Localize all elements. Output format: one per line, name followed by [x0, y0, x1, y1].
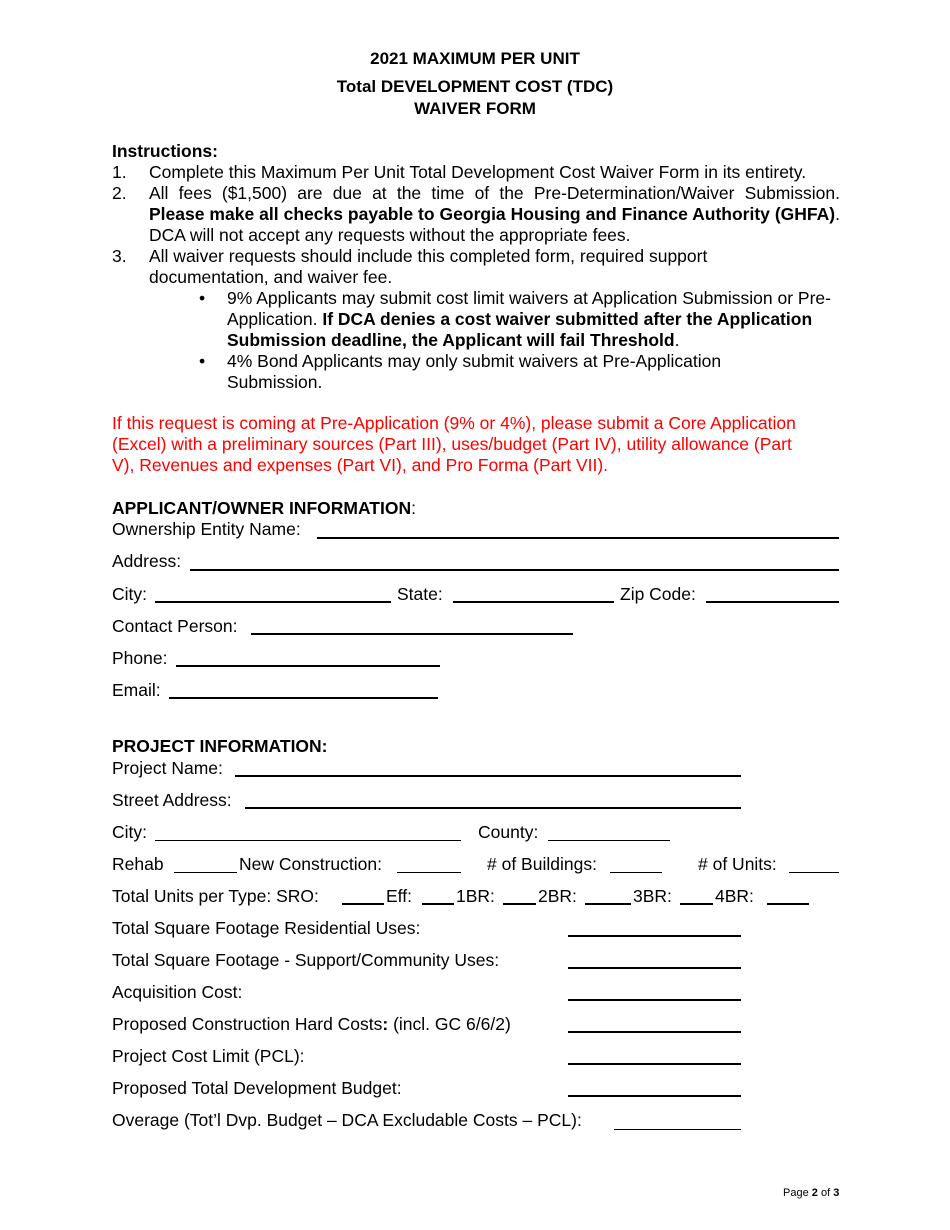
of-word: of — [820, 1187, 831, 1199]
page-current: 2 — [811, 1187, 818, 1199]
hard-costs-label-note: (incl. GC 6/6/2) — [388, 1014, 511, 1034]
development-budget-label: Proposed Total Development Budget: — [112, 1078, 402, 1098]
submission-bullets — [199, 288, 840, 393]
instruction-1 — [112, 162, 840, 183]
pre-application-notice: If this request is coming at Pre-Application (9% or 4%), please submit a Core Application (Excel) with a preliminary sources (Part III), uses/budget (Part IV), utility allowance (Part V), Revenues and expenses (Part VI), and Pro Forma (Part VII). — [112, 413, 796, 475]
instruction-1-number: 1. — [112, 162, 127, 182]
instruction-2-text: All fees ($1,500) are due at the time of the Pre-Determination/Waiver Submission. — [149, 183, 840, 203]
zip-code-field[interactable] — [706, 601, 839, 603]
project-name-label: Project Name: — [112, 758, 223, 778]
bullet-4-percent-text: 4% Bond Applicants may only submit waivers at Pre-Application Submission. — [227, 351, 722, 392]
street-address-label: Street Address: — [112, 790, 232, 810]
4br-units-field[interactable] — [767, 903, 809, 905]
ownership-entity-label: Ownership Entity Name: — [112, 519, 301, 539]
bullet-9-percent-period: . — [674, 330, 680, 350]
instruction-1-text: Complete this Maximum Per Unit Total Development Cost Waiver Form in its entirety. — [149, 162, 807, 182]
2br-units-label: 2BR: — [538, 886, 577, 906]
email-label: Email: — [112, 680, 161, 700]
new-construction-label: New Construction: — [239, 854, 382, 874]
eff-units-label: Eff: — [386, 886, 412, 906]
units-count-label: # of Units: — [698, 854, 777, 874]
hard-costs-label-text: Proposed Construction Hard Costs — [112, 1014, 383, 1034]
sqft-support-label: Total Square Footage - Support/Community Uses: — [112, 950, 500, 970]
instruction-2 — [112, 183, 840, 246]
email-field[interactable] — [169, 697, 438, 699]
2br-units-field[interactable] — [585, 903, 631, 905]
form-title-year: 2021 MAXIMUM PER UNIT — [370, 49, 580, 68]
bullet-9-percent — [199, 288, 840, 351]
1br-units-field[interactable] — [503, 903, 536, 905]
instruction-2-trailing-text: . DCA will not accept any requests without the appropriate fees. — [149, 204, 840, 245]
instruction-2-bold-text: Please make all checks payable to Georgia Housing and Finance Authority (GHFA) — [149, 204, 836, 224]
acquisition-cost-field[interactable] — [568, 999, 741, 1001]
1br-units-label: 1BR: — [456, 886, 495, 906]
new-construction-field[interactable] — [397, 872, 461, 873]
bullet-9-percent-text: 9% Applicants may submit cost limit waivers at Application Submission or Pre-Application. — [227, 288, 831, 329]
bullet-9-percent-bold-text: If DCA denies a cost waiver submitted after the Application Submission deadline, the Applicant will fail Threshold — [227, 309, 813, 350]
contact-person-field[interactable] — [251, 633, 573, 635]
contact-person-label: Contact Person: — [112, 616, 238, 636]
applicant-heading-text: APPLICANT/OWNER INFORMATION — [112, 498, 412, 518]
project-heading: PROJECT INFORMATION: — [112, 736, 328, 756]
state-label: State: — [397, 584, 443, 604]
project-cost-limit-label: Project Cost Limit (PCL): — [112, 1046, 305, 1066]
instructions-list — [112, 162, 840, 288]
form-title-waiver: WAIVER FORM — [414, 99, 536, 118]
page-word: Page — [783, 1187, 809, 1199]
eff-units-field[interactable] — [422, 903, 454, 905]
bullet-dot: • — [199, 288, 206, 308]
overage-field[interactable] — [614, 1129, 741, 1130]
units-per-type-label: Total Units per Type: SRO: — [112, 886, 319, 906]
acquisition-cost-label: Acquisition Cost: — [112, 982, 243, 1002]
street-address-field[interactable] — [245, 807, 741, 809]
overage-label: Overage (Tot’l Dvp. Budget – DCA Excludable Costs – PCL): — [112, 1110, 582, 1130]
instruction-3 — [112, 246, 840, 288]
buildings-count-field[interactable] — [610, 872, 662, 873]
city-label: City: — [112, 584, 147, 604]
zip-code-label: Zip Code: — [620, 584, 696, 604]
instruction-3-text: All waiver requests should include this completed form, required support documentation, and waiver fee. — [149, 246, 708, 287]
hard-costs-label — [112, 1014, 511, 1035]
bullet-4-percent — [199, 351, 840, 393]
sqft-residential-label: Total Square Footage Residential Uses: — [112, 918, 421, 938]
rehab-label: Rehab — [112, 854, 164, 874]
sqft-residential-field[interactable] — [568, 935, 741, 937]
state-field[interactable] — [453, 601, 614, 603]
page-number — [783, 1187, 839, 1199]
hard-costs-field[interactable] — [568, 1031, 741, 1033]
ownership-entity-field[interactable] — [317, 537, 839, 539]
instructions-heading: Instructions: — [112, 141, 218, 161]
project-city-field[interactable] — [155, 840, 461, 841]
4br-units-label: 4BR: — [715, 886, 754, 906]
3br-units-field[interactable] — [680, 903, 713, 905]
county-field[interactable] — [548, 840, 670, 841]
instruction-3-number: 3. — [112, 246, 127, 266]
buildings-count-label: # of Buildings: — [487, 854, 597, 874]
development-budget-field[interactable] — [568, 1095, 741, 1097]
instruction-2-number: 2. — [112, 183, 127, 203]
phone-field[interactable] — [176, 665, 440, 667]
page-total: 3 — [833, 1187, 840, 1199]
project-cost-limit-field[interactable] — [568, 1063, 741, 1065]
applicant-heading — [112, 498, 416, 519]
sqft-support-field[interactable] — [568, 967, 741, 969]
units-count-field[interactable] — [789, 872, 839, 873]
project-name-field[interactable] — [235, 775, 741, 777]
city-field[interactable] — [155, 601, 391, 603]
form-title-tdc: Total DEVELOPMENT COST (TDC) — [336, 77, 614, 96]
hard-costs-label-colon: : — [382, 1014, 389, 1034]
sro-units-field[interactable] — [342, 903, 384, 905]
project-city-label: City: — [112, 822, 147, 842]
address-field[interactable] — [190, 569, 839, 571]
phone-label: Phone: — [112, 648, 168, 668]
rehab-field[interactable] — [174, 872, 237, 873]
bullet-dot: • — [199, 351, 206, 371]
applicant-heading-colon: : — [411, 498, 416, 518]
address-label: Address: — [112, 551, 182, 571]
3br-units-label: 3BR: — [633, 886, 672, 906]
county-label: County: — [478, 822, 539, 842]
